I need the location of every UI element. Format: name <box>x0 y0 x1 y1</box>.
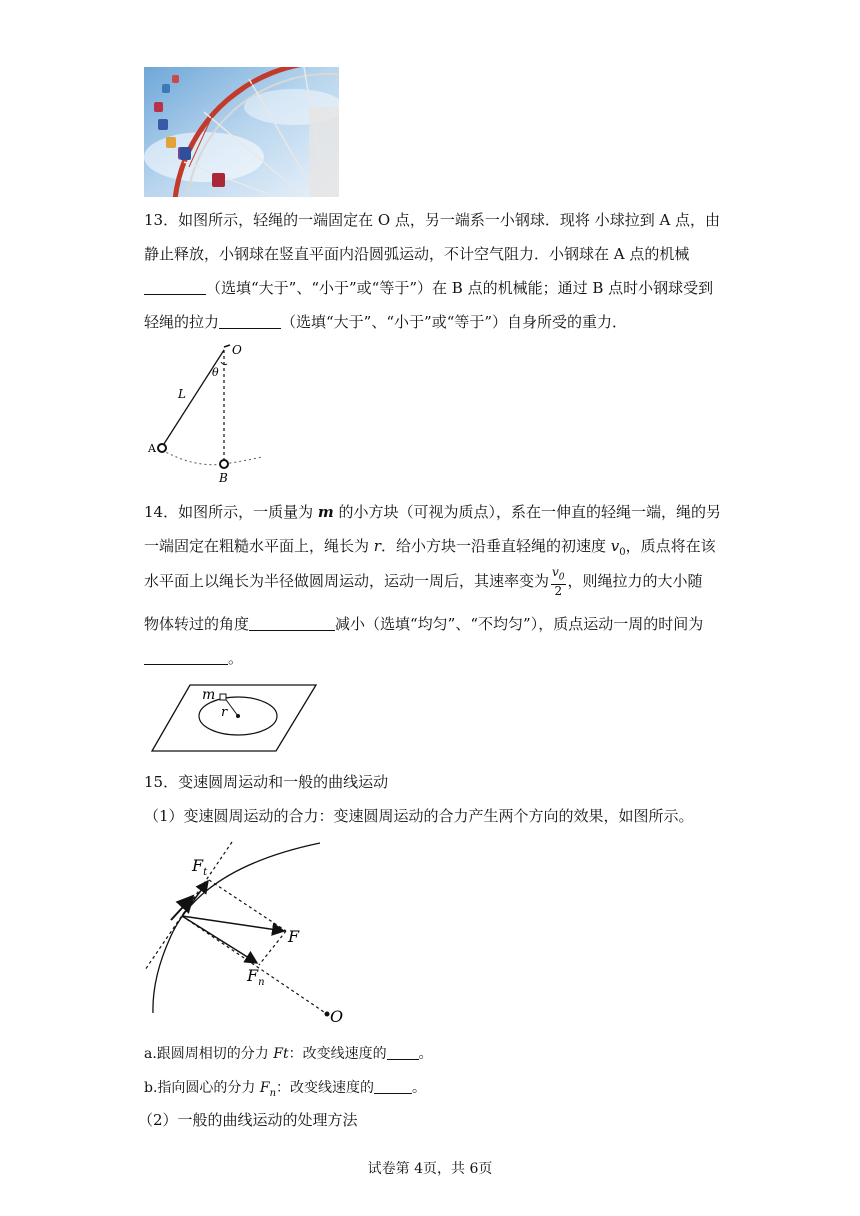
q14-line3: 水平面上以绳长为半径做圆周运动，运动一周后，其速率变为 $\frac{v_0}{2}$ ，则绳拉力的大小随 <box>144 565 703 599</box>
q13-blank-2[interactable] <box>219 327 281 329</box>
label-r: r <box>221 705 228 720</box>
q13-line4: 轻绳的拉力 （选填“大于”、“小于”或“等于”）自身所受的重力． <box>144 313 628 331</box>
q14-blank-1[interactable] <box>249 629 335 631</box>
pendulum-figure <box>144 340 274 485</box>
q13-line3: （选填“大于”、“小于”或“等于”）在 B 点的机械能；通过 B 点时小钢球受到 <box>144 277 713 298</box>
ceiling-mark <box>224 345 230 347</box>
force-ft-arrow <box>182 881 208 916</box>
label-m: m <box>202 687 216 703</box>
fraction-v0-over-2: $\frac{v_0}{2}$ <box>552 565 565 599</box>
ferris-wheel-photo <box>144 67 339 197</box>
q15-b: b.指向圆心的分力 $F_n$：改变线速度的 。 <box>144 1080 427 1099</box>
parallelogram-dash-1 <box>209 880 286 931</box>
label-ft: $F_t$ <box>192 856 208 878</box>
radial-dashed-line <box>182 916 327 1014</box>
center-o-point <box>325 1012 330 1017</box>
q15-title: 15．变速圆周运动和一般的曲线运动 <box>144 773 389 791</box>
q14-line1: 14．如图所示，一质量为 m 的小方块（可视为质点），系在一伸直的轻绳一端，绳的另 <box>144 503 722 521</box>
label-fn: $F_n$ <box>247 966 265 988</box>
q13-blank-1[interactable] <box>144 293 206 295</box>
q15-blank-b[interactable] <box>374 1092 412 1094</box>
force-fn-arrow <box>182 916 257 963</box>
center-point <box>236 714 240 718</box>
plane-circle-figure <box>150 683 320 755</box>
q14-line4: 物体转过的角度 减小（选填“均匀”、“不均匀”），质点运动一周的时间为 <box>144 615 704 633</box>
label-o: O <box>232 343 242 357</box>
label-f: F <box>288 927 300 946</box>
q15-sub1: （1）变速圆周运动的合力：变速圆周运动的合力产生两个方向的效果，如图所示。 <box>144 807 694 825</box>
force-decomposition-figure <box>140 838 350 1028</box>
q13-line1: 13．如图所示，轻绳的一端固定在 O 点，另一端系一小钢球．现将 小球拉到 A 点，由 <box>144 211 721 229</box>
ball-b <box>220 460 228 468</box>
label-o: O <box>330 1007 344 1026</box>
q15-a: a.跟圆周相切的分力 Ft：改变线速度的 。 <box>144 1046 433 1062</box>
small-block <box>220 694 226 700</box>
label-l: L <box>178 387 186 401</box>
q14-line5: 。 <box>144 647 243 668</box>
rope-line <box>162 350 224 447</box>
page-footer: 试卷第 4页，共 6页 <box>367 1161 493 1177</box>
plane-parallelogram <box>152 685 316 751</box>
arc-path <box>162 450 262 465</box>
q15-blank-a[interactable] <box>387 1058 419 1060</box>
label-theta: θ <box>212 366 219 379</box>
q14-line2: 一端固定在粗糙水平面上，绳长为 r．给小方块一沿垂直轻绳的初速度 $v_0$，质点将在该 <box>144 537 716 558</box>
ball-a <box>158 444 166 452</box>
q14-blank-2[interactable] <box>144 663 228 665</box>
q15-sub2: （2）一般的曲线运动的处理方法 <box>138 1111 358 1129</box>
parallelogram-dash-2 <box>259 931 286 965</box>
label-b: B <box>219 471 228 485</box>
q13-line2: 静止释放，小钢球在竖直平面内沿圆弧运动，不计空气阻力．小钢球在 A 点的机械 <box>144 245 690 263</box>
label-a: A <box>148 442 156 455</box>
force-f-arrow <box>182 916 284 931</box>
